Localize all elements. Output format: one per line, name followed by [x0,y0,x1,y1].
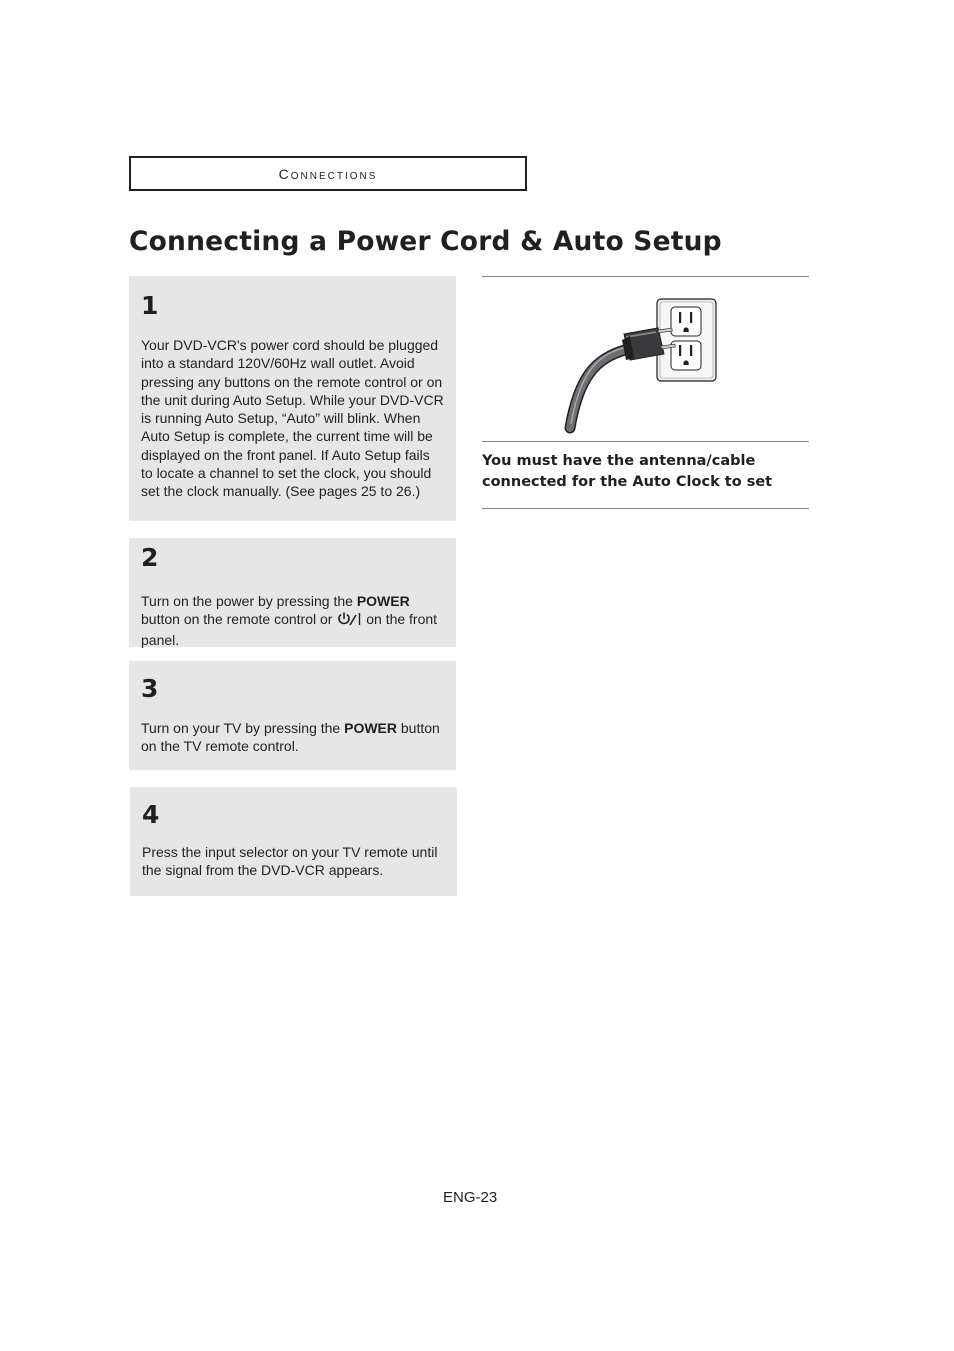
step-number: 2 [141,543,159,572]
step-4 [130,787,457,896]
page-title: Connecting a Power Cord & Auto Setup [129,226,722,257]
divider-middle [482,441,809,442]
step-text: Your DVD-VCR's power cord should be plugged into a standard 120V/60Hz wall outlet. Avoid pressing any buttons on the remote control or on the unit during Auto Setup. While your DVD-VCR is running Auto Setup, “Auto” will blink. When Auto Setup is complete, the current time will be displayed on the front panel. If Auto Setup fails to locate a channel to set the clock, you should set the clock manually. (See pages 25 to 26.) [141,337,444,500]
step-number: 3 [141,674,159,703]
power-standby-icon [336,612,362,630]
step-1 [129,276,456,521]
divider-top [482,276,809,277]
step-number: 4 [142,800,160,829]
power-label: POWER [344,720,397,736]
section-header-label: Connections [278,165,378,182]
step-text [141,719,444,756]
divider-bottom [482,508,809,509]
step-3 [129,661,456,770]
power-plug-outlet-icon [560,290,730,435]
step-text-part: Turn on your TV by pressing the [141,720,345,736]
note [482,451,812,493]
step-text-part: Turn on the power by pressing the [141,593,357,609]
step-text-part: on the front panel. [141,611,438,648]
section-header [129,156,527,191]
step-text [141,592,444,649]
note-line: connected for the Auto Clock to set [482,474,773,490]
step-number: 1 [141,291,159,320]
note-line: You must have the antenna/cable [482,453,756,469]
step-text-part: button on the TV remote control. [141,720,440,755]
page-number: ENG-23 [443,1189,498,1206]
power-label: POWER [356,593,410,609]
step-text: Press the input selector on your TV remote until the signal from the DVD-VCR appears. [142,844,438,879]
step-text-part: button on the remote control or [141,611,337,628]
step-2 [129,538,456,647]
